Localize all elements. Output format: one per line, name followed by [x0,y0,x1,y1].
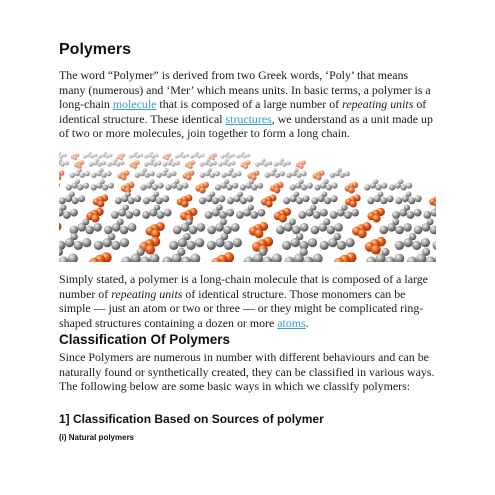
intro-text-1: The word “Polymer” is derived from two Greek words, ‘Poly’ that means many (numerous) and ‘Mer’ which means units. In basic terms, a polymer is a long-chain [59,68,431,112]
intro-emphasis: repeating units [342,97,414,112]
atoms-link[interactable]: atoms [277,315,306,330]
sources-heading: 1] Classification Based on Sources of polymer [59,412,324,426]
definition-paragraph [59,272,437,330]
page-title: Polymers [59,41,132,58]
classification-paragraph: Since Polymers are numerous in number with different behaviours and can be naturally found or synthetically created, they can be classified in various ways. The following below are some basic ways in which we classify polymers: [59,350,435,394]
intro-text-3: of identical structure. These identical [59,97,427,126]
intro-paragraph [59,68,437,141]
definition-text-2: of identical structure. Those monomers can be simple — just an atom or two or three — or they might be complicated ring-shaped structures containing a dozen or more [59,286,424,330]
definition-text-1: Simply stated, a polymer is a long-chain molecule that is composed of a large number of [59,272,428,301]
structures-link[interactable]: structures [225,111,272,126]
definition-emphasis: repeating units [111,286,183,301]
natural-polymers-heading: (i) Natural polymers [59,433,135,442]
molecule-link[interactable]: molecule [112,97,157,112]
classification-heading: Classification Of Polymers [59,332,231,347]
intro-text-2: that is composed of a large number of [156,97,343,112]
definition-text-3: . [305,315,309,330]
intro-text-4: , we understand as a unit made up of two or more molecules, join together to form a long chain. [59,111,433,141]
polymer-structure-image [59,152,436,262]
